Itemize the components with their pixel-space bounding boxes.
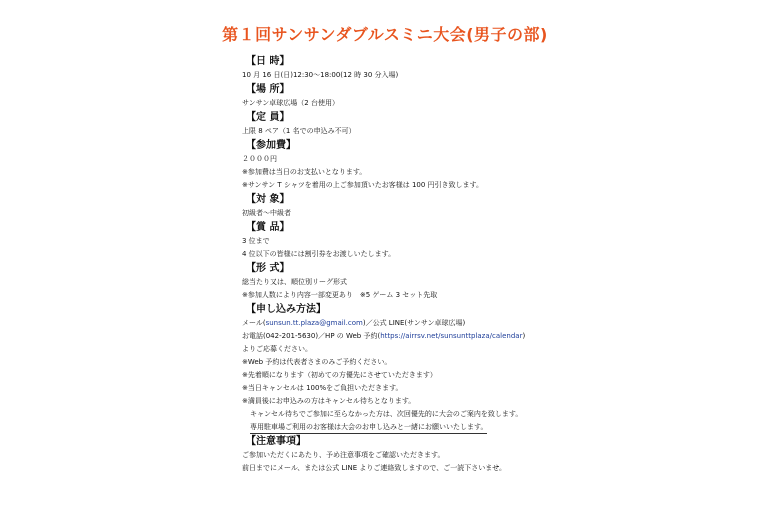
- heading-prize: 【賞 品】: [246, 222, 290, 233]
- apply-line-request: よりご応募ください。: [242, 345, 312, 353]
- target-line: 初級者～中級者: [242, 209, 291, 217]
- heading-format: 【形 式】: [246, 263, 290, 274]
- notes-line-confirm: ご参加いただくにあたり、予め注意事項をご確認いただきます。: [242, 451, 445, 459]
- apply-note-waitlist: ※満員後にお申込みの方はキャンセル待ちとなります。: [242, 397, 416, 405]
- document-body: [242, 54, 742, 475]
- prize-line-top: 3 位まで: [242, 237, 270, 245]
- apply-note-parking: 専用駐車場ご利用のお客様は大会のお申し込みと一緒にお願いいたします。: [250, 422, 487, 434]
- heading-capacity: 【定 員】: [246, 112, 290, 123]
- prize-line-others: 4 位以下の皆様には割引券をお渡しいたします。: [242, 250, 396, 258]
- email-suffix: )／公式 LINE(サンサン卓球広場): [362, 319, 466, 327]
- apply-line-phone: [242, 330, 742, 343]
- url-suffix: ): [522, 332, 526, 340]
- heading-venue: 【場 所】: [246, 84, 290, 95]
- email-link[interactable]: sunsun.tt.plaza@gmail.com: [265, 319, 363, 327]
- heading-target: 【対 象】: [246, 194, 290, 205]
- heading-date: 【日 時】: [246, 56, 290, 67]
- email-prefix: メール(: [242, 319, 266, 327]
- apply-note-parking-row: [242, 421, 742, 434]
- page-title: 第１回サンサンダブルスミニ大会(男子の部): [222, 25, 548, 44]
- heading-notes: 【注意事項】: [246, 436, 306, 447]
- phone-prefix: お電話(042-201-5630)／HP の Web 予約(: [242, 332, 381, 340]
- heading-fee: 【参加費】: [246, 140, 296, 151]
- apply-line-email: [242, 317, 742, 330]
- format-line-league: 総当たり又は、順位別リーグ形式: [242, 278, 347, 286]
- date-line: 10 月 16 日(日)12:30～18:00(12 時 30 分入場): [242, 71, 399, 79]
- apply-note-priority: キャンセル待ちでご参加に至らなかった方は、次回優先的に大会のご案内を致します。: [250, 410, 523, 418]
- venue-line: サンサン卓球広場（2 台使用）: [242, 99, 339, 107]
- notes-line-contact: 前日までにメール、または公式 LINE よりご連絡致しますので、ご一読下さいませ。: [242, 464, 507, 472]
- apply-note-cancel: ※当日キャンセルは 100%をご負担いただきます。: [242, 384, 403, 392]
- format-line-rules: ※参加人数により内容一部変更あり ※5 ゲーム 3 セット先取: [242, 291, 438, 299]
- reservation-url-link[interactable]: https://airrsv.net/sunsunttplaza/calendar: [380, 332, 523, 340]
- apply-note-representative: ※Web 予約は代表者さまのみご予約ください。: [242, 358, 392, 366]
- fee-line-discount: ※サンサン T シャツを着用の上ご参加頂いたお客様は 100 円引き致します。: [242, 181, 484, 189]
- fee-line-payment: ※参加費は当日のお支払いとなります。: [242, 168, 367, 176]
- fee-line-amount: ２０００円: [242, 155, 277, 163]
- capacity-line: 上限 8 ペア（1 名での申込み不可）: [242, 127, 356, 135]
- heading-apply: 【申し込み方法】: [246, 304, 326, 315]
- apply-note-first-come: ※先着順になります（初めての方優先にさせていただきます）: [242, 371, 437, 379]
